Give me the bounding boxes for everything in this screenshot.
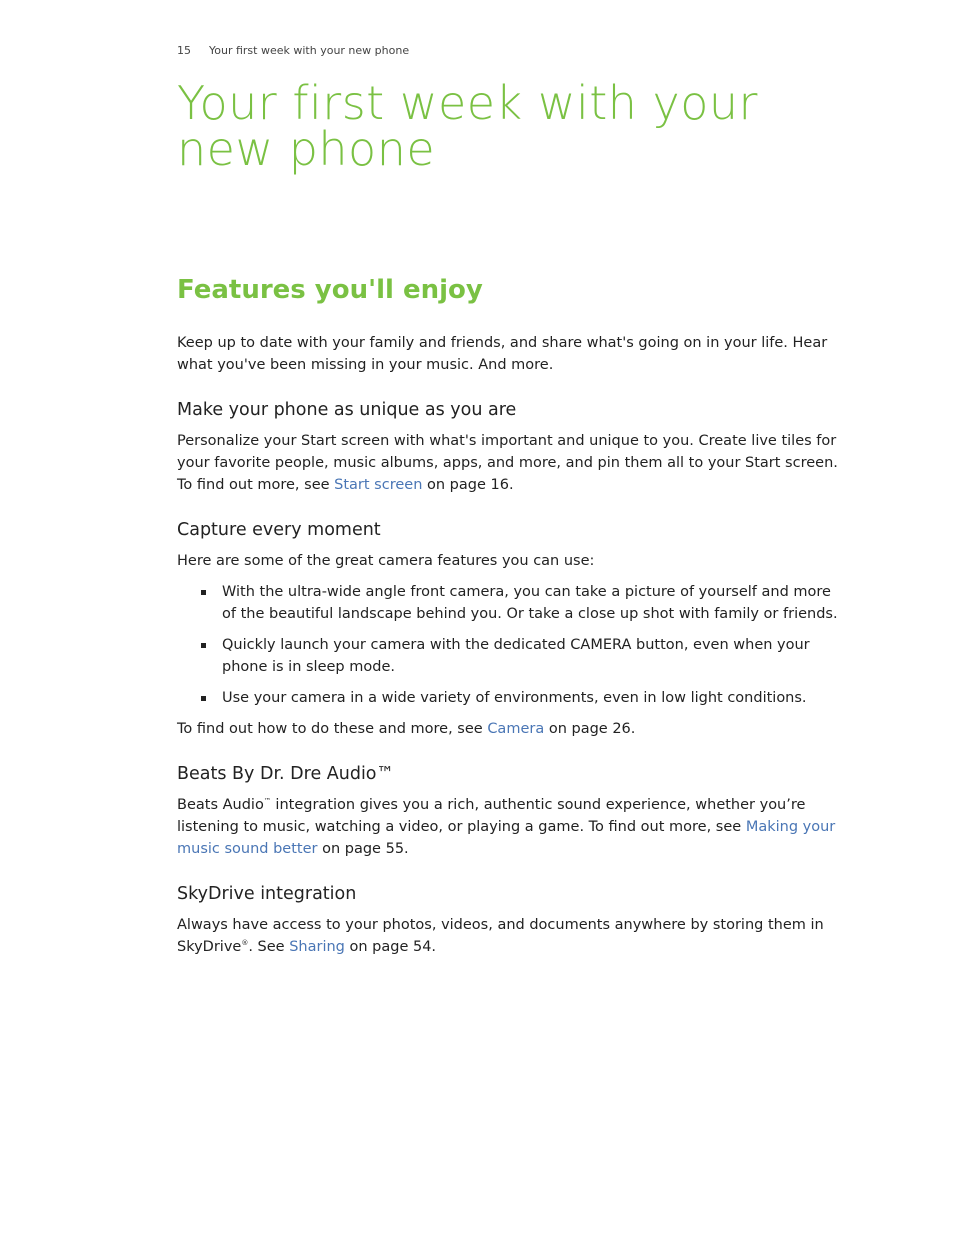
paragraph-capture-intro: Here are some of the great camera features you can use: [177, 553, 595, 569]
paragraph-text: integration gives you a rich, authentic sound experience, whether you’re listening to music, watching a video, or playing a game. To find out more, see [177, 797, 806, 835]
page-number: 15 [177, 44, 191, 57]
subheading-beats: Beats By Dr. Dre Audio™ [177, 764, 395, 784]
paragraph-text: on page 54. [344, 939, 437, 955]
paragraph-text: on page 26. [544, 721, 636, 737]
list-item-text: With the ultra-wide angle front camera, you can take a picture of yourself and more of the beautiful landscape behind you. Or take a close up shot with family or friends. [222, 584, 838, 622]
subheading-capture: Capture every moment [177, 520, 381, 540]
paragraph-text: Beats Audio [177, 797, 264, 813]
link-making-music-sound-better[interactable]: Making your music sound better [177, 819, 836, 857]
paragraph-text: Personalize your Start screen with what's important and unique to you. Create live tiles for your favorite people, music albums, apps, and more, and pin them all to your Start screen. To find out more, see [177, 433, 838, 493]
list-item [177, 687, 845, 709]
trademark-symbol: ™ [263, 797, 271, 805]
list-item [177, 581, 845, 625]
list-item-text: Use your camera in a wide variety of environments, even in low light conditions. [222, 690, 807, 706]
section-title: Features you'll enjoy [177, 275, 483, 305]
link-start-screen[interactable]: Start screen [334, 477, 423, 493]
paragraph-capture-outro [177, 718, 845, 740]
link-camera[interactable]: Camera [487, 721, 545, 737]
paragraph-beats [177, 794, 845, 860]
running-title: Your first week with your new phone [209, 44, 410, 57]
bullet-square-icon [201, 590, 206, 595]
paragraph-skydrive [177, 914, 845, 958]
link-sharing[interactable]: Sharing [289, 939, 345, 955]
section-intro: Keep up to date with your family and friends, and share what's going on in your life. Hear what you've been missing in your music. And more. [177, 335, 828, 373]
list-item-text: Quickly launch your camera with the dedicated CAMERA button, even when your phone is in sleep mode. [222, 637, 810, 675]
paragraph-text: To find out how to do these and more, see [177, 721, 488, 737]
subheading-unique: Make your phone as unique as you are [177, 400, 517, 420]
paragraph-text: on page 55. [317, 841, 409, 857]
bullet-square-icon [201, 696, 206, 701]
chapter-title: Your first week with your new phone [177, 76, 758, 176]
registered-symbol: ® [241, 939, 249, 947]
list-item [177, 634, 845, 678]
camera-features-list [177, 581, 845, 709]
subheading-skydrive: SkyDrive integration [177, 884, 357, 904]
main-content [177, 272, 845, 980]
running-header [177, 44, 409, 57]
paragraph-text: on page 16. [422, 477, 514, 493]
paragraph-text: . See [248, 939, 290, 955]
paragraph-text: Always have access to your photos, videos, and documents anywhere by storing them in SkyDrive [177, 917, 824, 955]
paragraph-unique [177, 430, 845, 496]
bullet-square-icon [201, 643, 206, 648]
